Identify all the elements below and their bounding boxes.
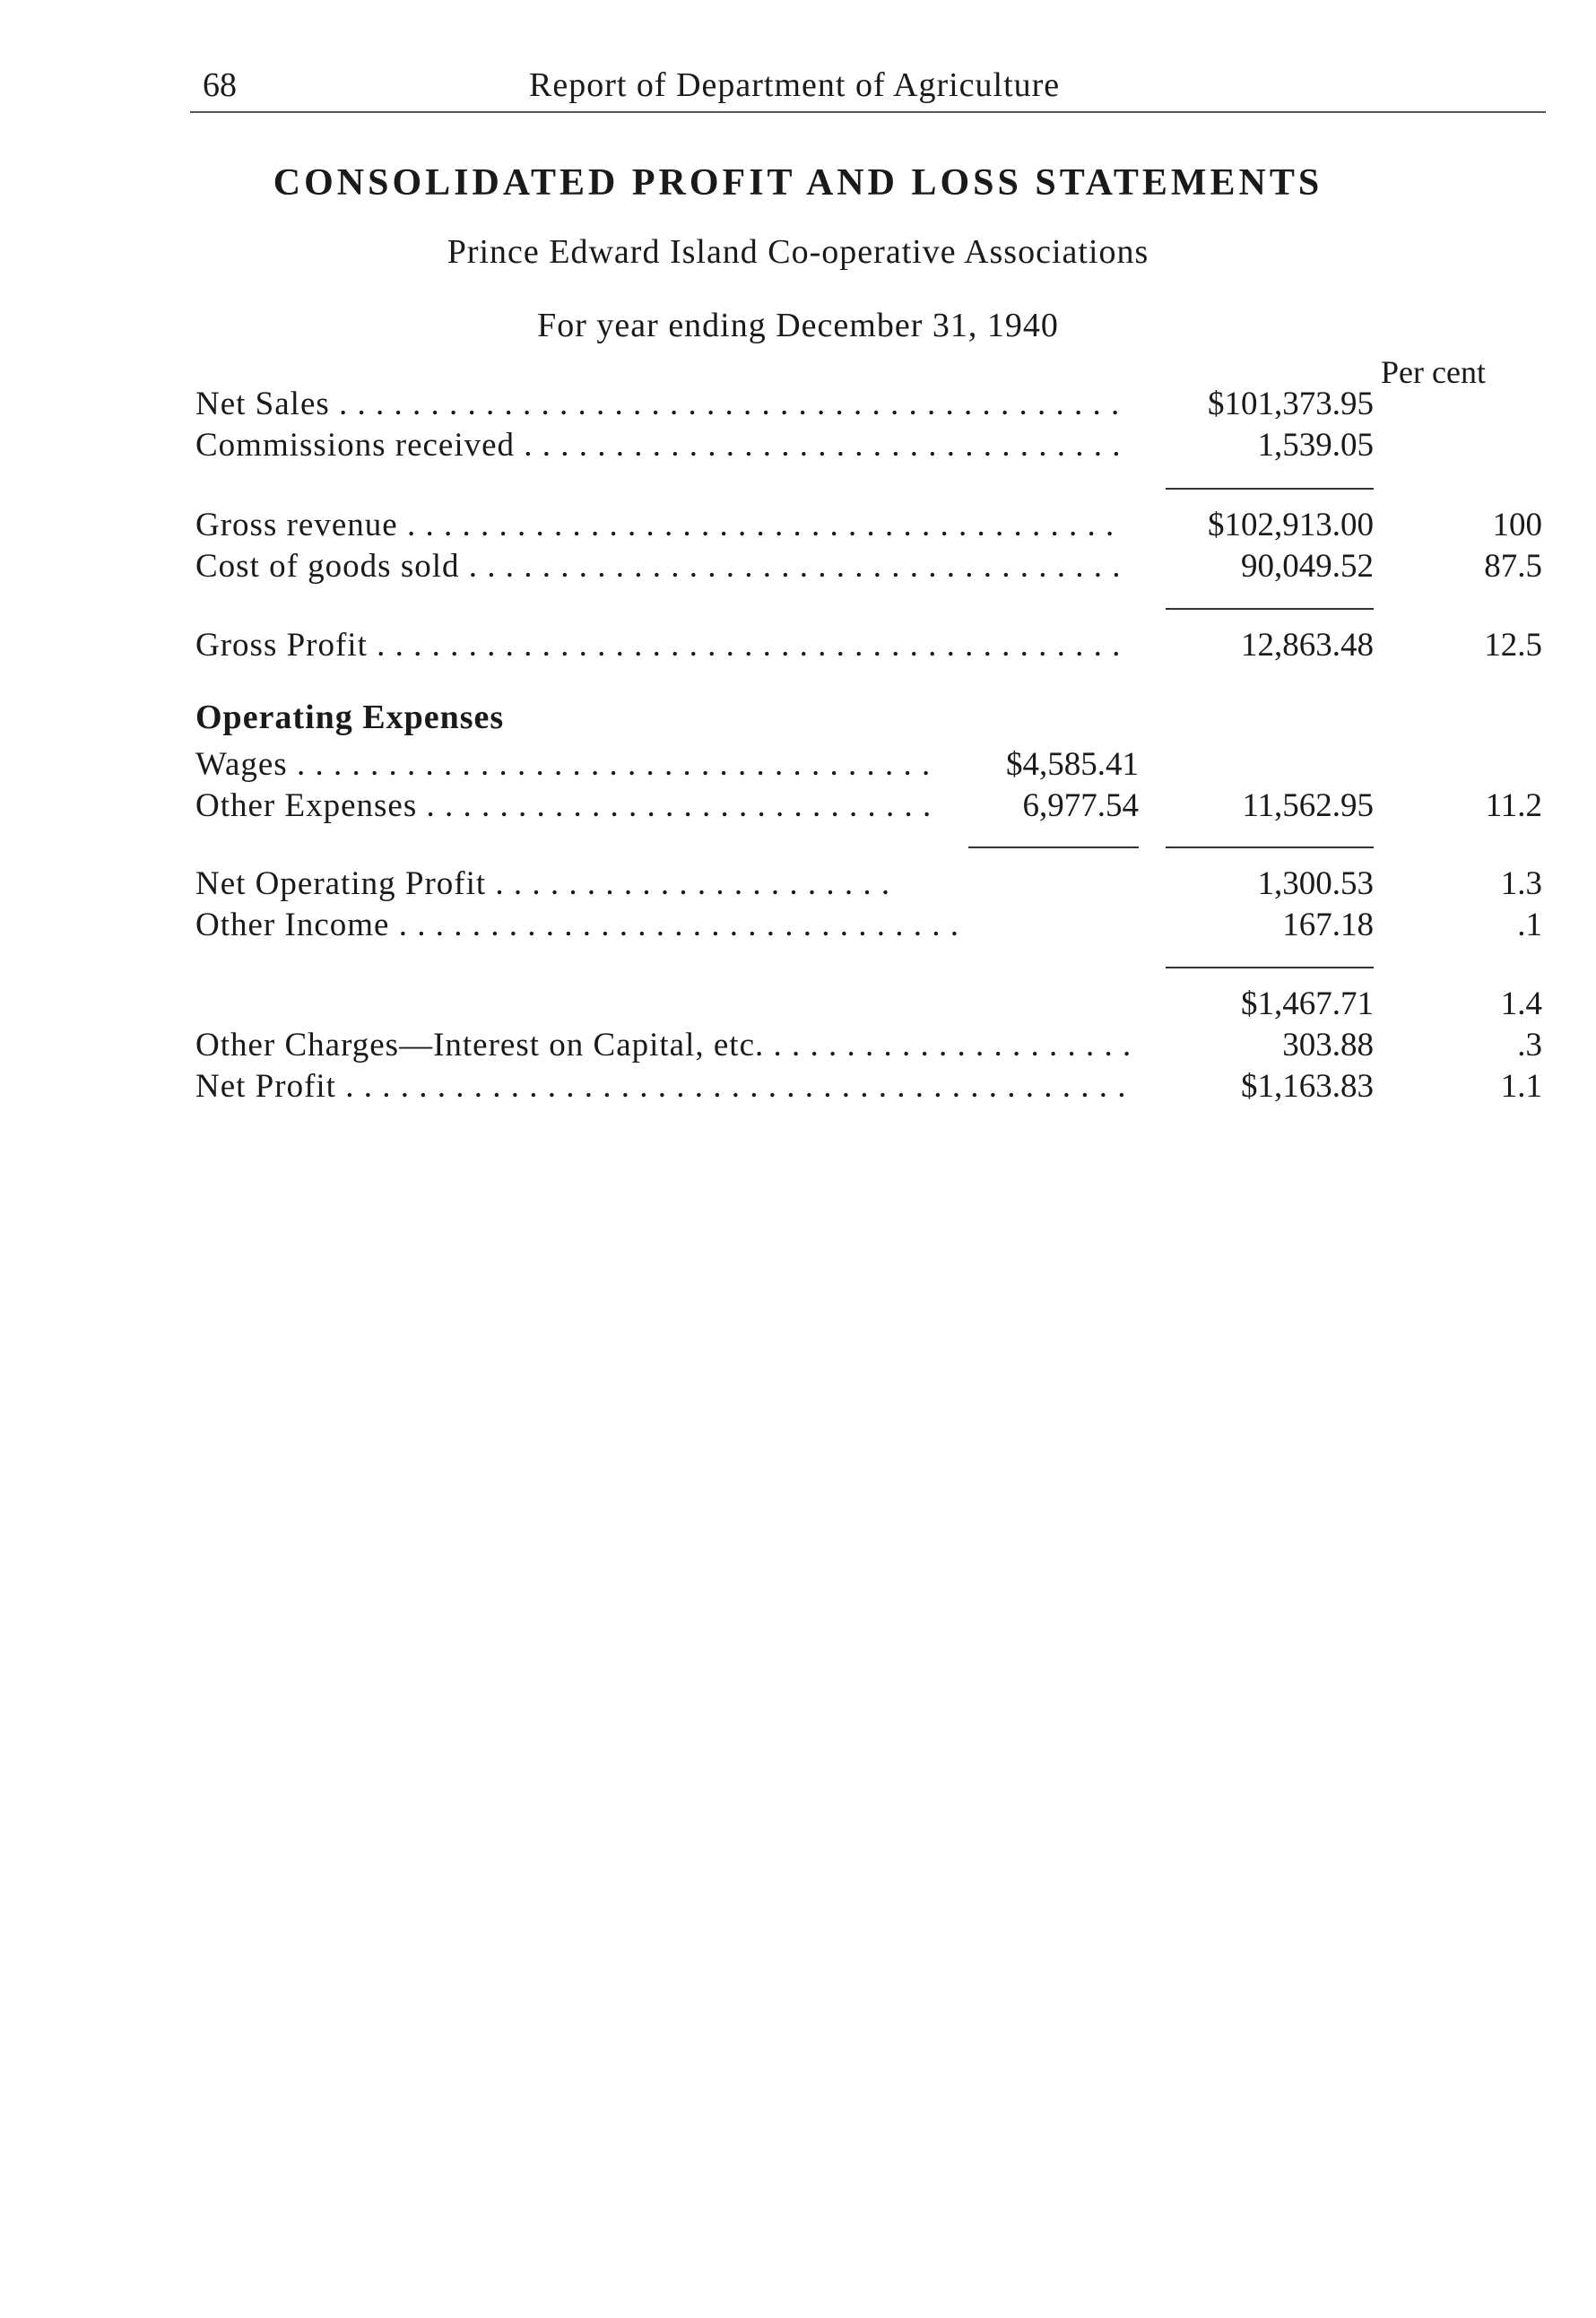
row-percent: .1 (1517, 907, 1542, 943)
header-rule (190, 111, 1546, 113)
row-percent: .3 (1517, 1027, 1542, 1064)
subtotal-rule (1166, 488, 1374, 490)
row-label: Other Income . . . (195, 905, 967, 946)
subtotal-rule (1166, 967, 1374, 968)
row-amount: $102,913.00 (1208, 507, 1374, 543)
row-net-profit (0, 1066, 1596, 1107)
row-label: Net Sales . . . (195, 384, 1119, 425)
statement-subtitle: Prince Edward Island Co-operative Associations (447, 233, 1149, 271)
row-percent: 1.1 (1500, 1068, 1542, 1105)
row-amount: 1,539.05 (1257, 427, 1374, 464)
percent-column-header: Per cent (1381, 354, 1486, 390)
row-label: Cost of goods sold . . . (195, 546, 1119, 587)
row-other-expenses (0, 786, 1596, 827)
row-gross-revenue (0, 505, 1596, 546)
row-amount-inner: 6,977.54 (1022, 787, 1139, 824)
row-percent: 1.4 (1500, 985, 1542, 1022)
row-label: Net Operating Profit . . . (195, 864, 895, 905)
row-label: Gross revenue . . . (195, 505, 1119, 546)
row-amount: 1,300.53 (1257, 865, 1374, 902)
row-amount: 90,049.52 (1241, 548, 1374, 585)
statement-title: CONSOLIDATED PROFIT AND LOSS STATEMENTS (273, 162, 1323, 204)
row-other-charges (0, 1025, 1596, 1066)
row-other-income (0, 905, 1596, 946)
row-percent: 87.5 (1484, 548, 1542, 585)
page-number: 68 (203, 66, 237, 104)
row-percent: 100 (1492, 507, 1542, 543)
row-commissions-received (0, 425, 1596, 466)
row-net-operating-profit (0, 864, 1596, 905)
row-label: Gross Profit . . . (195, 625, 1119, 666)
row-label: Other Expenses . . . (195, 786, 940, 827)
row-amount: $1,467.71 (1241, 985, 1374, 1022)
row-percent: 1.3 (1500, 865, 1542, 902)
row-wages (0, 744, 1596, 786)
row-amount: $1,163.83 (1241, 1068, 1374, 1105)
row-amount: 12,863.48 (1241, 627, 1374, 664)
statement-period: For year ending December 31, 1940 (537, 307, 1059, 344)
row-amount: $101,373.95 (1208, 386, 1374, 422)
row-label: Other Charges—Interest on Capital, etc. . . . (195, 1025, 1137, 1066)
row-label: Net Profit . . . (195, 1066, 1137, 1107)
operating-expenses-heading: Operating Expenses (195, 699, 505, 736)
row-net-sales (0, 384, 1596, 425)
row-cost-of-goods-sold (0, 546, 1596, 587)
running-title: Report of Department of Agriculture (529, 66, 1061, 104)
row-label: Wages . . . (195, 744, 940, 786)
subtotal-rule (1166, 846, 1374, 848)
row-subtotal (0, 984, 1596, 1025)
row-percent: 12.5 (1484, 627, 1542, 664)
row-percent: 11.2 (1485, 787, 1542, 824)
subtotal-rule (1166, 608, 1374, 610)
row-gross-profit (0, 625, 1596, 666)
row-amount-inner: $4,585.41 (1006, 746, 1139, 783)
row-amount: 11,562.95 (1242, 787, 1374, 824)
row-label: Commissions received . . . (195, 425, 1119, 466)
row-amount: 303.88 (1282, 1027, 1374, 1064)
row-amount: 167.18 (1282, 907, 1374, 943)
expense-rule (968, 846, 1139, 848)
